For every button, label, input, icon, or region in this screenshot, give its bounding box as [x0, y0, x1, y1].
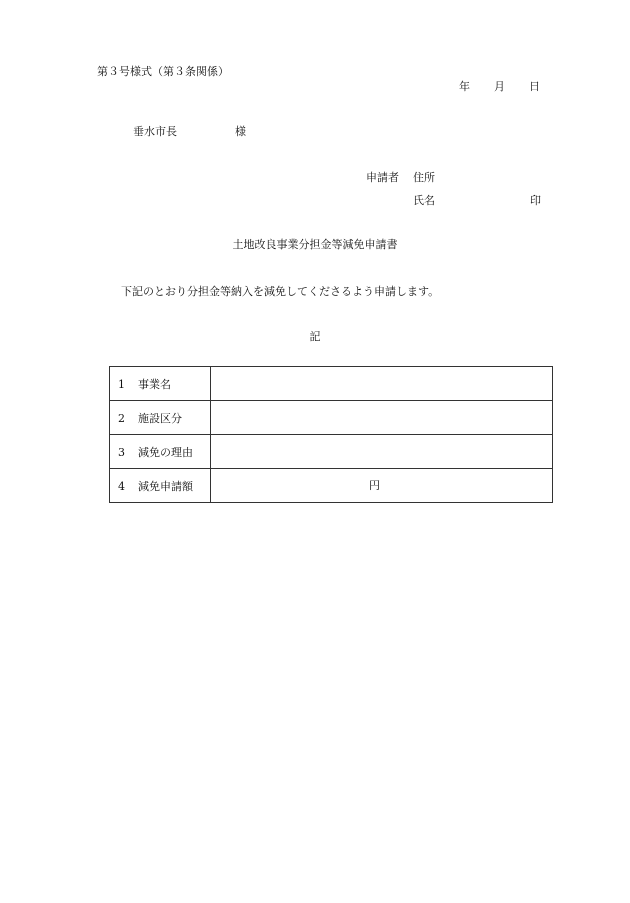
- row-number: 1: [118, 377, 125, 391]
- addressee-honorific: 様: [235, 125, 246, 138]
- row-number: 2: [118, 411, 125, 425]
- month-label: 月: [494, 80, 505, 93]
- yen-unit: 円: [369, 479, 380, 492]
- row-number: 4: [118, 479, 125, 493]
- day-label: 日: [529, 80, 540, 93]
- row-value-cell: [211, 469, 553, 503]
- row-value-cell: [211, 367, 553, 401]
- applicant-label: 申請者: [366, 171, 399, 184]
- row-value-cell: [211, 401, 553, 435]
- form-number: 第３号様式（第３条関係）: [97, 65, 229, 78]
- name-label: 氏名: [413, 194, 435, 207]
- row-label: 施設区分: [138, 411, 182, 425]
- row-label-cell: [110, 469, 211, 503]
- seal-mark: 印: [530, 194, 541, 207]
- row-label: 事業名: [138, 377, 171, 391]
- table-row: [110, 401, 553, 435]
- row-label-cell: [110, 401, 211, 435]
- row-label-cell: [110, 435, 211, 469]
- year-label: 年: [459, 80, 470, 93]
- items-table: [109, 366, 553, 503]
- table-row: [110, 367, 553, 401]
- row-number: 3: [118, 445, 125, 459]
- row-label: 減免申請額: [138, 479, 193, 493]
- table-row: [110, 469, 553, 503]
- table-row: [110, 435, 553, 469]
- date-line: [459, 81, 540, 92]
- document-title: 土地改良事業分担金等減免申請書: [232, 238, 398, 251]
- ki-heading: 記: [309, 330, 321, 343]
- addressee-name: 垂水市長: [133, 125, 177, 138]
- row-label: 減免の理由: [138, 445, 193, 459]
- row-value-cell: [211, 435, 553, 469]
- row-label-cell: [110, 367, 211, 401]
- address-label: 住所: [413, 171, 435, 184]
- body-text: 下記のとおり分担金等納入を減免してくださるよう申請します。: [121, 285, 440, 298]
- addressee: [133, 126, 246, 137]
